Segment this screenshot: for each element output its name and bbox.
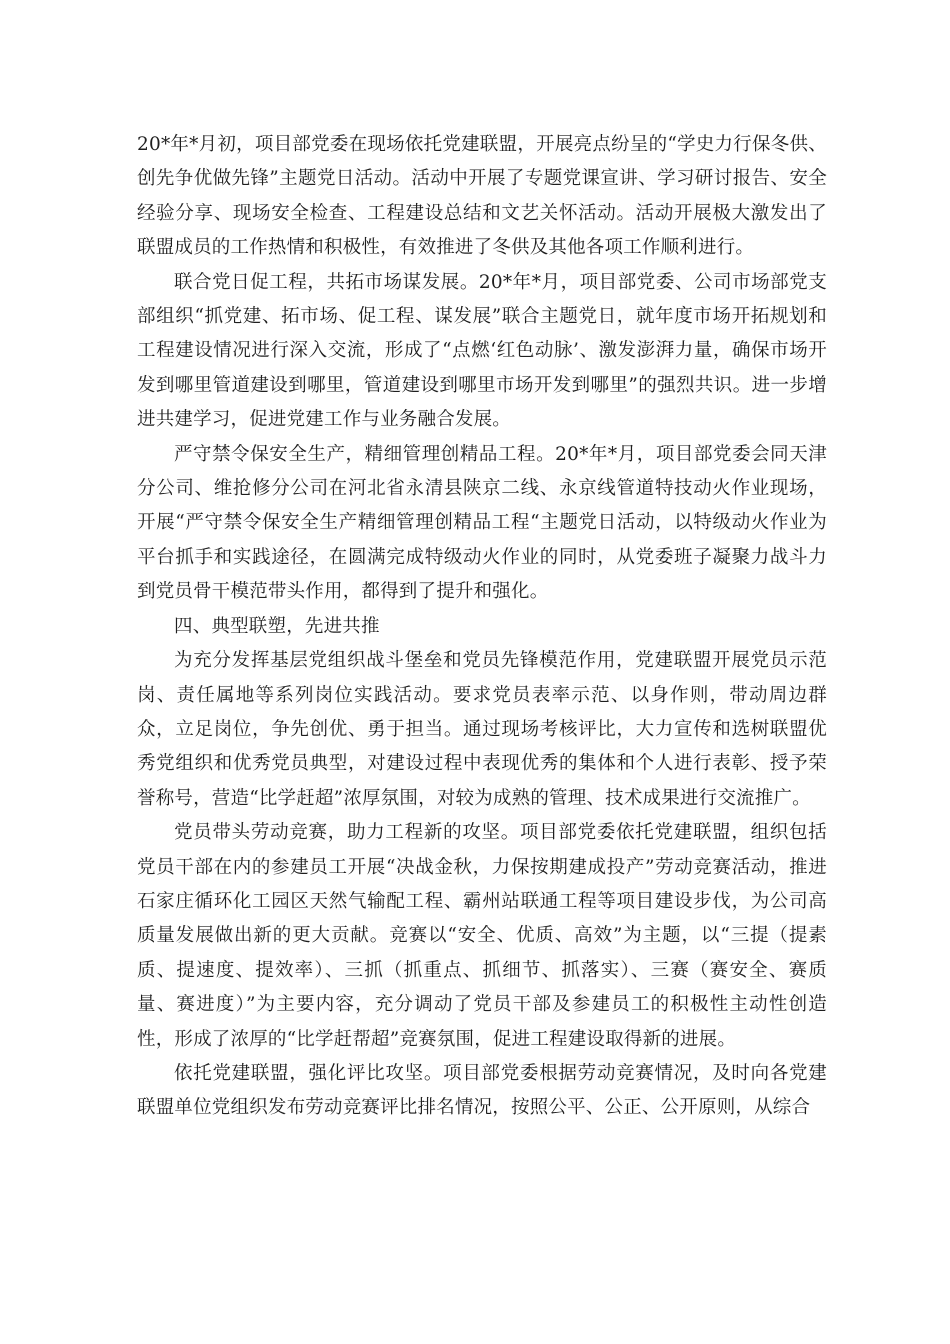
paragraph-theme-day: 20*年*月初，项目部党委在现场依托党建联盟，开展亮点纷呈的“学史力行保冬供、创先争优做先锋”主题党日活动。活动中开展了专题党课宣讲、学习研讨报告、安全经验分享、现场安全检查、工程建设总结和文艺关怀活动。活动开展极大激发出了联盟成员的工作热情和积极性，有效推进了冬供及其他各项工作顺利进行。: [137, 134, 827, 259]
paragraph-joint-party-day: 联合党日促工程，共拓市场谋发展。20*年*月，项目部党委、公司市场部党支部组织“抓党建、拓市场、促工程、谋发展”联合主题党日，就年度市场开拓规划和工程建设情况进行深入交流，形成了“点燃‘红色动脉’、激发澎湃力量，确保市场开发到哪里管道建设到哪里，管道建设到哪里市场开发到哪里”的强烈共识。进一步增进共建学习，促进党建工作与业务融合发展。: [137, 271, 827, 431]
paragraph-evaluation: 依托党建联盟，强化评比攻坚。项目部党委根据劳动竞赛情况，及时向各党建联盟单位党组织发布劳动竞赛评比排名情况，按照公平、公正、公开原则，从综合: [137, 1062, 827, 1119]
section-heading: 四、典型联塑，先进共推: [174, 615, 380, 637]
paragraph-safety-production: 严守禁令保安全生产，精细管理创精品工程。20*年*月，项目部党委会同天津分公司、维抢修分公司在河北省永清县陕京二线、永京线管道特技动火作业现场，开展“严守禁令保安全生产精细管理创精品工程“主题党日活动，以特级动火作业为平台抓手和实践途径，在圆满完成特级动火作业的同时，从党委班子凝聚力战斗力到党员骨干模范带头作用，都得到了提升和强化。: [137, 443, 827, 603]
paragraph-model-role: 为充分发挥基层党组织战斗堡垒和党员先锋模范作用，党建联盟开展党员示范岗、责任属地等系列岗位实践活动。要求党员表率示范、以身作则，带动周边群众，立足岗位，争先创优、勇于担当。通过现场考核评比，大力宣传和选树联盟优秀党组织和优秀党员典型，对建设过程中表现优秀的集体和个人进行表彰、授予荣誉称号，营造“比学赶超”浓厚氛围，对较为成熟的管理、技术成果进行交流推广。: [137, 650, 827, 809]
paragraph-labor-competition: 党员带头劳动竞赛，助力工程新的攻坚。项目部党委依托党建联盟，组织包括党员干部在内的参建员工开展“决战金秋，力保按期建成投产”劳动竞赛活动，推进石家庄循环化工园区天然气输配工程、霸州站联通工程等项目建设步伐，为公司高质量发展做出新的更大贡献。竞赛以“安全、优质、高效”为主题，以“三提（提素质、提速度、提效率）、三抓（抓重点、抓细节、抓落实）、三赛（赛安全、赛质量、赛进度）”为主要内容，充分调动了党员干部及参建员工的积极性主动性创造性，形成了浓厚的“比学赶帮超”竞赛氛围，促进工程建设取得新的进展。: [137, 822, 827, 1050]
document-body: [137, 128, 827, 1126]
